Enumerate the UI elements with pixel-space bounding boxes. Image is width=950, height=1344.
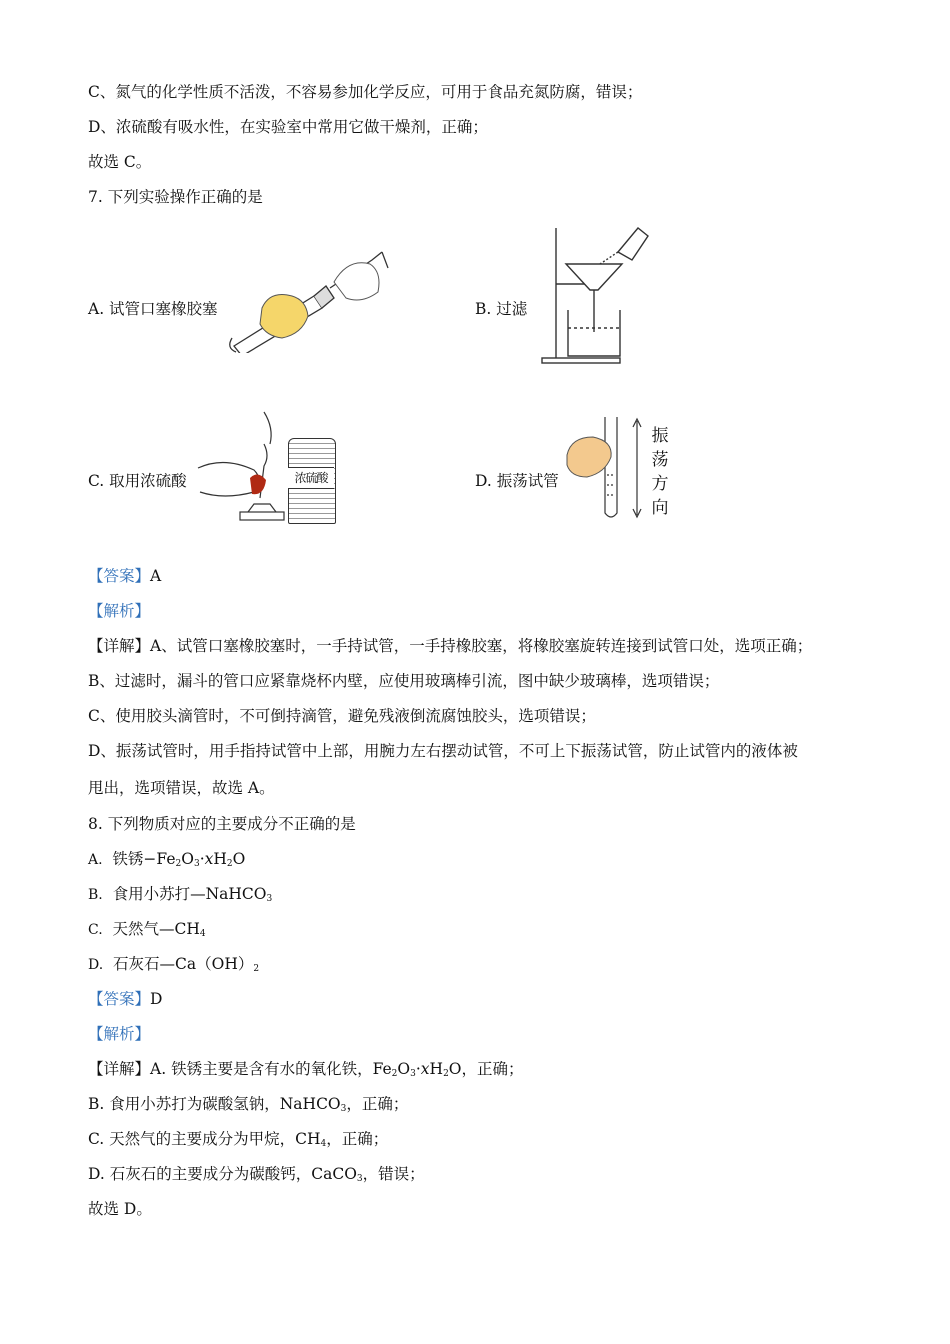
option-letter: D. xyxy=(88,957,104,973)
prev-line-c: C、氮气的化学性质不活泼，不容易参加化学反应，可用于食品充氮防腐，错误； xyxy=(88,83,643,101)
q7-detail-b: B、过滤时，漏斗的管口应紧靠烧杯内壁，应使用玻璃棒引流，图中缺少玻璃棒，选项错误； xyxy=(88,672,720,690)
q7-option-a: A. 试管口塞橡胶塞 xyxy=(88,300,218,318)
detail-text: A、试管口塞橡胶塞时，一手持试管，一手持橡胶塞，将橡胶塞旋转连接到试管口处，选项正确； xyxy=(150,637,813,655)
filtration-figure xyxy=(538,222,650,367)
q7-answer xyxy=(88,566,161,586)
q8-option-b: B. 食用小苏打—NaHCO$_3$ xyxy=(88,885,273,904)
detail-tag: 【详解】 xyxy=(88,637,151,655)
q8-detail-b: B. 食用小苏打为碳酸氢钠，NaHCO$_3$，正确； xyxy=(88,1095,409,1114)
option-letter: B. xyxy=(88,887,103,903)
rubber-stopper-figure xyxy=(222,238,392,353)
detail-text: A. 铁锈主要是含有水的氧化铁，Fe xyxy=(150,1060,392,1078)
option-text: 铁锈−Fe xyxy=(112,850,176,868)
dropper-figure xyxy=(194,408,289,523)
option-text: 石灰石—Ca（OH） xyxy=(113,955,254,973)
q8-option-c: C. 天然气$—CH_4$ xyxy=(88,920,206,939)
q7-option-d: D. 振荡试管 xyxy=(475,472,559,490)
q7-option-b: B. 过滤 xyxy=(475,300,528,318)
q8-conclusion: 故选 D。 xyxy=(88,1200,152,1218)
q8-analysis-tag: 【解析】 xyxy=(88,1025,151,1043)
acid-bottle xyxy=(288,438,336,524)
answer-tag: 【答案】 xyxy=(88,567,151,585)
q7-detail-d2: 甩出，选项错误，故选 A。 xyxy=(88,779,275,797)
option-text: 天然气—CH xyxy=(112,920,200,938)
q8-detail-d: D. 石灰石的主要成分为碳酸钙，CaCO$_3$，错误； xyxy=(88,1165,425,1184)
q7-stem: 7. 下列实验操作正确的是 xyxy=(88,188,263,206)
q8-answer xyxy=(88,989,162,1009)
q7-detail-d1: D、振荡试管时，用手指持试管中上部，用腕力左右摆动试管，不可上下振荡试管，防止试管内的液体被 xyxy=(88,742,798,760)
q7-analysis-tag: 【解析】 xyxy=(88,602,151,620)
option-letter: C. xyxy=(88,922,103,938)
q8-option-a: A. 铁锈$-Fe_2O_3\cdot xH_2O$ xyxy=(88,850,246,869)
q8-stem: 8. 下列物质对应的主要成分不正确的是 xyxy=(88,815,356,833)
shaking-figure xyxy=(565,415,645,521)
prev-conclusion: 故选 C。 xyxy=(88,153,152,171)
q7-option-c: C. 取用浓硫酸 xyxy=(88,472,187,490)
answer-value: A xyxy=(150,567,162,585)
detail-tag: 【详解】 xyxy=(88,1060,151,1078)
prev-line-d: D、浓硫酸有吸水性，在实验室中常用它做干燥剂，正确； xyxy=(88,118,488,136)
shake-direction-label: 振荡方向 xyxy=(651,426,669,518)
answer-tag: 【答案】 xyxy=(88,990,151,1008)
q7-detail-a xyxy=(88,636,812,656)
q7-detail-c: C、使用胶头滴管时，不可倒持滴管，避免残液倒流腐蚀胶头，选项错误； xyxy=(88,707,596,725)
bottle-label: 浓硫酸 xyxy=(288,467,334,489)
q8-detail-c: C. 天然气的主要成分为甲烷，$CH_4$，正确； xyxy=(88,1130,389,1149)
option-letter: A. xyxy=(88,852,103,868)
answer-value: D xyxy=(150,990,163,1008)
option-text: 食用小苏打—NaHCO xyxy=(112,885,267,903)
q8-option-d: D. 石灰石$—Ca(OH)_2$ xyxy=(88,955,260,974)
q8-detail-a: 【详解】A. 铁锈主要是含有水的氧化铁，$Fe_2O_3\cdot xH_2O$，正确； xyxy=(88,1060,524,1079)
